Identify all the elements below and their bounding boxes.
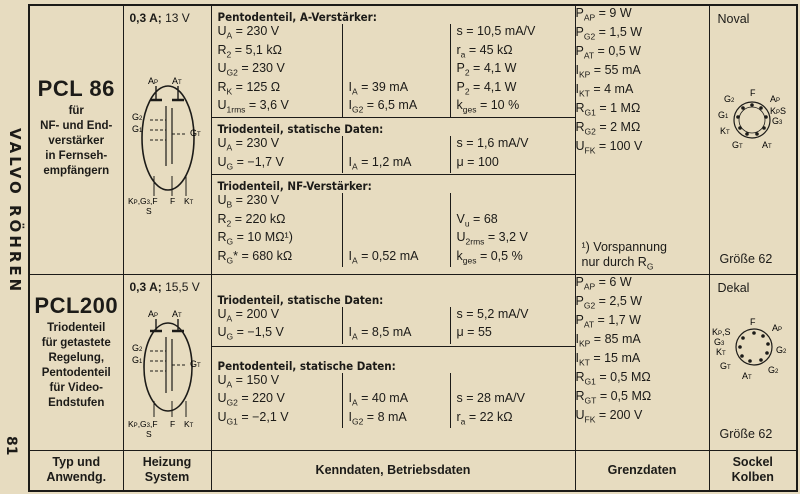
value-cell: $I_A = 40$ mA	[342, 391, 450, 410]
value-cell: $I_A = 39$ mA	[342, 80, 450, 99]
footnote: ¹) Vorspannung nur durch $R_G$	[581, 240, 667, 272]
value-cell: $U_A = 150$ V	[217, 372, 280, 389]
row-pcl200	[29, 274, 797, 450]
svg-text:G2: G2	[131, 112, 142, 122]
svg-text:AT: AT	[741, 370, 752, 381]
limit-value: $R_{G1} = 1$ MΩ	[575, 101, 641, 118]
side-margin	[0, 0, 26, 494]
pin-ap-label: AP	[147, 76, 158, 86]
heating-values: 0,3 A; 15,5 V	[129, 279, 200, 294]
tube-name: PCL 86	[37, 76, 115, 101]
svg-text:KP,G3,F: KP,G3,F	[127, 196, 158, 206]
value-cell: $U_{1rms} = 3,6$ V	[217, 98, 289, 115]
svg-text:AT: AT	[171, 308, 182, 319]
value-cell: $V_u = 68$	[450, 212, 575, 231]
value-cell	[342, 307, 450, 326]
svg-text:KT: KT	[719, 126, 730, 136]
value-cell: $R_G* = 680$ kΩ	[217, 248, 293, 265]
col-header-grenzdaten: Grenzdaten	[575, 450, 709, 491]
svg-text:KP,G3,F: KP,G3,F	[127, 418, 158, 429]
value-cell	[342, 230, 450, 249]
limit-value: $P_{G2} = 1,5$ W	[575, 25, 643, 42]
grenzdaten-cell-pcl200	[575, 274, 709, 450]
value-cell: $U_B = 230$ V	[217, 193, 280, 210]
value-cell: μ = 100	[450, 155, 575, 174]
limit-value: $P_{G2} = 2,5$ W	[575, 293, 643, 310]
section-triode-nf: Triodenteil, NF-Verstärker: $U_B = 230$ V $R_2 = 220$ kΩ $V_u = 68$ $R_G = 10$ MΩ¹) $U_{2rms} = 3,2$ V $R_G* = 680$ kΩ $I_A = 0,52$ mA $k_{ges} = 0,5$ %	[212, 175, 575, 267]
value-cell: $U_G = -1,7$ V	[217, 154, 284, 171]
tube-symbol-pcl86	[126, 26, 210, 226]
svg-text:F: F	[749, 316, 755, 327]
tube-desc: für NF- und End- verstärker in Fernseh- empfängern	[40, 105, 113, 177]
value-cell	[342, 136, 450, 155]
limit-value: $U_{FK} = 100$ V	[575, 139, 643, 156]
svg-text:G2: G2	[131, 342, 142, 353]
heating-cell-pcl86	[123, 5, 211, 274]
value-cell: $U_{2rms} = 3,2$ V	[450, 230, 575, 249]
limit-value: $I_{KP} = 85$ mA	[575, 331, 641, 348]
svg-text:F: F	[169, 418, 175, 429]
svg-text:KT: KT	[715, 346, 726, 357]
value-cell: μ = 55	[450, 325, 575, 344]
value-cell: $U_A = 230$ V	[217, 24, 280, 41]
kenndaten-cell-pcl86	[211, 5, 575, 274]
svg-text:GT: GT	[189, 358, 201, 369]
value-cell	[342, 61, 450, 80]
svg-text:G2: G2	[723, 94, 734, 104]
section-pentode-a: Pentodenteil, A-Verstärker: $U_A = 230$ V s = 10,5 mA/V $R_2 = 5,1$ kΩ $r_a = 45$ kΩ $U_{G2} = 230$ V $P_2 = 4,1$ W $R_K = 125$ Ω $I_A = 39$ mA $P_2 = 4,1$ W $U_{1rms} = 3,6$ V $I_{G2} = 6,5$ mA $k_{ges} = 10$ %	[212, 6, 575, 118]
limit-value: $P_{AT} = 0,5$ W	[575, 44, 641, 61]
value-cell	[342, 43, 450, 62]
tube-desc: Triodenteil für getastete Regelung, Pentodenteil für Video- Endstufen	[41, 321, 111, 409]
svg-text:KT: KT	[183, 418, 193, 429]
limit-value: $R_{GT} = 0,5$ MΩ	[575, 388, 652, 405]
svg-text:S: S	[145, 428, 152, 439]
value-cell: s = 10,5 mA/V	[450, 24, 575, 43]
svg-text:KT: KT	[183, 196, 193, 206]
value-cell	[450, 193, 575, 212]
value-cell: $U_{G2} = 230$ V	[217, 61, 285, 78]
svg-text:G2: G2	[767, 364, 778, 375]
col-header-heating: Heizung System	[123, 450, 211, 491]
svg-text:AP: AP	[769, 94, 780, 104]
value-cell	[342, 193, 450, 212]
value-cell: $k_{ges} = 0,5$ %	[450, 249, 575, 268]
publisher-title: VALVO RÖHREN	[6, 128, 24, 295]
socket-name: Dekal	[717, 280, 750, 295]
svg-text:GT: GT	[719, 360, 731, 371]
value-cell: $I_A = 1,2$ mA	[342, 155, 450, 174]
col-header-kenndaten: Kenndaten, Betriebsdaten	[211, 450, 575, 491]
value-cell: $k_{ges} = 10$ %	[450, 98, 575, 117]
value-cell: $r_a = 22$ kΩ	[450, 410, 575, 429]
svg-text:AT: AT	[761, 140, 772, 150]
limit-value: $I_{KP} = 55$ mA	[575, 63, 641, 80]
value-cell	[450, 373, 575, 392]
value-cell: $U_{G2} = 220$ V	[217, 391, 285, 408]
grenzdaten-cell-pcl86	[575, 5, 709, 274]
value-cell: s = 1,6 mA/V	[450, 136, 575, 155]
value-cell: $P_2 = 4,1$ W	[450, 80, 575, 99]
value-cell: $U_{G1} = -2,1$ V	[217, 409, 289, 426]
value-cell: $I_{G2} = 6,5$ mA	[342, 98, 450, 117]
svg-text:F: F	[749, 88, 755, 98]
svg-text:GT: GT	[731, 140, 743, 150]
bulb-size: Größe 62	[719, 252, 773, 266]
svg-text:G3: G3	[771, 116, 782, 126]
pin-at-label: AT	[171, 76, 182, 86]
type-cell-pcl86	[29, 5, 123, 274]
value-cell: $r_a = 45$ kΩ	[450, 43, 575, 62]
page-number: 81	[3, 436, 19, 456]
limit-value: $I_{KT} = 15$ mA	[575, 350, 641, 367]
svg-text:G1: G1	[717, 110, 728, 120]
tube-data-table	[28, 4, 798, 492]
limit-value: $R_{G2} = 2$ MΩ	[575, 120, 641, 137]
header-row	[29, 450, 797, 491]
bulb-size: Größe 62	[719, 426, 773, 441]
value-cell: $R_K = 125$ Ω	[217, 79, 281, 96]
value-cell	[342, 24, 450, 43]
value-cell: $R_2 = 220$ kΩ	[217, 211, 286, 228]
value-cell: s = 28 mA/V	[450, 391, 575, 410]
svg-text:AP: AP	[771, 322, 782, 333]
value-cell: $U_A = 200$ V	[217, 306, 280, 323]
svg-text:GT: GT	[189, 128, 201, 138]
limit-value: $P_{AP} = 6$ W	[575, 274, 632, 291]
svg-text:G1: G1	[131, 354, 142, 365]
col-header-type: Typ und Anwendg.	[29, 450, 123, 491]
col-header-socket: Sockel Kolben	[709, 450, 797, 491]
socket-name: Noval	[717, 12, 750, 26]
value-cell: $P_2 = 4,1$ W	[450, 61, 575, 80]
socket-diagram-noval	[710, 70, 798, 180]
section-triode-static: Triodenteil, statische Daten: $U_A = 200$ V s = 5,2 mA/V $U_G = -1,5$ V $I_A = 8,5$ mA μ = 55	[212, 275, 575, 347]
value-cell: $R_2 = 5,1$ kΩ	[217, 42, 282, 59]
value-cell: $U_G = -1,5$ V	[217, 325, 284, 342]
heating-cell-pcl200	[123, 274, 211, 450]
socket-diagram-dekal	[710, 297, 798, 397]
svg-text:KPS: KPS	[769, 106, 786, 116]
socket-cell-pcl200	[709, 274, 797, 450]
row-pcl86	[29, 5, 797, 274]
svg-text:G1: G1	[131, 124, 142, 134]
type-cell-pcl200	[29, 274, 123, 450]
section-pentode-static: Pentodenteil, statische Daten: $U_A = 150$ V $U_{G2} = 220$ V $I_A = 40$ mA s = 28 mA/V $U_{G1} = -2,1$ V $I_{G2} = 8$ mA $r_a = 22$ kΩ	[212, 347, 575, 429]
limit-value: $I_{KT} = 4$ mA	[575, 82, 634, 99]
value-cell: s = 5,2 mA/V	[450, 307, 575, 326]
kenndaten-cell-pcl200	[211, 274, 575, 450]
svg-text:F: F	[169, 196, 175, 206]
svg-text:KP,S: KP,S	[711, 326, 731, 337]
section-triode-static: Triodenteil, statische Daten: $U_A = 230$ V s = 1,6 mA/V $U_G = -1,7$ V $I_A = 1,2$ mA μ = 100	[212, 118, 575, 175]
value-cell: $U_A = 230$ V	[217, 136, 280, 153]
svg-text:S: S	[145, 206, 152, 216]
tube-symbol-pcl200	[126, 289, 210, 449]
limit-value: $P_{AP} = 9$ W	[575, 6, 632, 23]
value-cell: $I_A = 8,5$ mA	[342, 325, 450, 344]
tube-name: PCL200	[34, 292, 119, 318]
value-cell	[342, 373, 450, 392]
socket-cell-pcl86	[709, 5, 797, 274]
svg-text:G2: G2	[775, 344, 786, 355]
value-cell: $I_{G2} = 8$ mA	[342, 410, 450, 429]
limit-value: $R_{G1} = 0,5$ MΩ	[575, 369, 651, 386]
heating-values: 0,3 A; 13 V	[129, 11, 190, 25]
value-cell: $R_G = 10$ MΩ¹)	[217, 230, 293, 247]
limit-value: $U_{FK} = 200$ V	[575, 407, 643, 424]
value-cell	[342, 212, 450, 231]
svg-text:AP: AP	[147, 308, 158, 319]
limit-value: $P_{AT} = 1,7$ W	[575, 312, 641, 329]
value-cell: $I_A = 0,52$ mA	[342, 249, 450, 268]
svg-text:G3: G3	[713, 336, 724, 347]
